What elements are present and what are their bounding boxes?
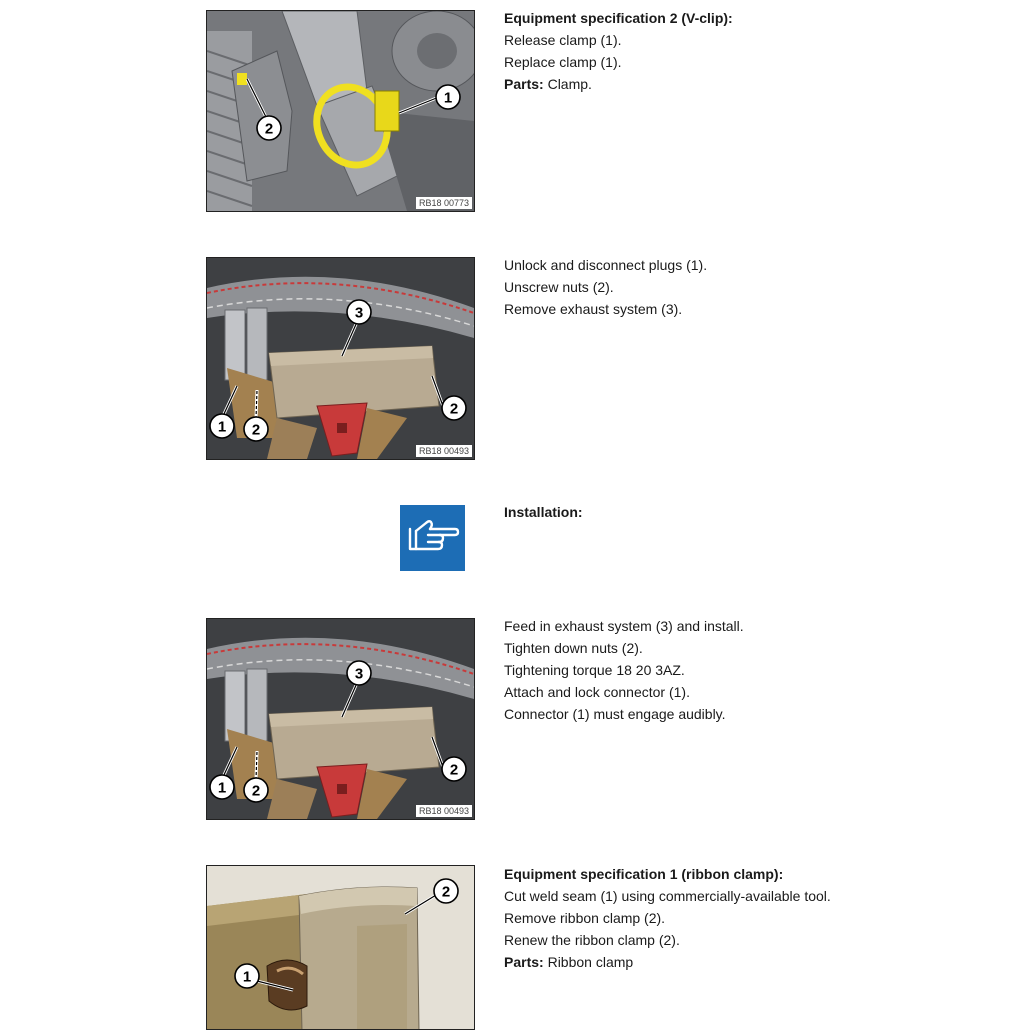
installation-icon-box — [400, 505, 465, 571]
svg-text:2: 2 — [264, 120, 274, 138]
svg-text:2: 2 — [449, 761, 459, 779]
parts-label: Parts: — [504, 76, 544, 92]
figure-ribbon-clamp — [206, 865, 475, 1030]
callout-3 — [347, 300, 371, 324]
ribbon-clamp-text — [504, 863, 1004, 973]
section-heading: Equipment specification 2 (V-clip): — [504, 10, 733, 26]
parts-line — [504, 73, 1004, 95]
v-clip-text — [504, 7, 1004, 95]
figure-id-label: RB18 00493 — [416, 445, 472, 457]
svg-text:1: 1 — [217, 779, 227, 797]
callout-1 — [436, 85, 460, 109]
callout-2 — [442, 396, 466, 420]
section-heading: Installation: — [504, 504, 583, 520]
callout-1 — [210, 414, 234, 438]
exhaust-removal-illustration — [207, 258, 474, 459]
svg-text:2: 2 — [449, 400, 459, 418]
svg-text:1: 1 — [217, 418, 227, 436]
instruction-line: Unlock and disconnect plugs (1). — [504, 257, 708, 273]
callout-2 — [257, 116, 281, 140]
figure-id-label: RB18 00493 — [416, 805, 472, 817]
ribbon-clamp-shape — [299, 887, 419, 1030]
callout-3 — [347, 661, 371, 685]
svg-text:2: 2 — [251, 782, 261, 800]
parts-line — [504, 951, 1004, 973]
callout-1 — [235, 964, 259, 988]
instruction-line: Unscrew nuts (2). — [504, 279, 614, 295]
instruction-line: Connector (1) must engage audibly. — [504, 706, 726, 722]
exhaust-installation-illustration — [207, 619, 474, 819]
instruction-line: Renew the ribbon clamp (2). — [504, 932, 680, 948]
instruction-line: Feed in exhaust system (3) and install. — [504, 618, 744, 634]
callout-2 — [244, 417, 268, 441]
figure-exhaust-removal — [206, 257, 475, 460]
section-heading: Equipment specification 1 (ribbon clamp): — [504, 866, 784, 882]
instruction-line: Tighten down nuts (2). — [504, 640, 643, 656]
instruction-line: Remove exhaust system (3). — [504, 301, 683, 317]
figure-exhaust-installation — [206, 618, 475, 820]
pointing-hand-icon — [400, 505, 465, 571]
installation-steps-text — [504, 615, 1004, 725]
callout-1 — [210, 775, 234, 799]
callout-2 — [434, 879, 458, 903]
v-clip-illustration — [207, 11, 474, 211]
instruction-line: Remove ribbon clamp (2). — [504, 910, 666, 926]
svg-text:1: 1 — [443, 89, 453, 107]
svg-text:3: 3 — [354, 665, 364, 683]
svg-text:2: 2 — [251, 421, 261, 439]
removal-text — [504, 254, 1004, 320]
instruction-line: Release clamp (1). — [504, 32, 622, 48]
ribbon-clamp-illustration — [207, 866, 474, 1030]
instruction-line: Replace clamp (1). — [504, 54, 622, 70]
svg-text:1: 1 — [242, 968, 252, 986]
svg-text:2: 2 — [441, 883, 451, 901]
svg-text:3: 3 — [354, 304, 364, 322]
instruction-line: Attach and lock connector (1). — [504, 684, 690, 700]
figure-id-label: RB18 00773 — [416, 197, 472, 209]
parts-label: Parts: — [504, 954, 544, 970]
callout-2 — [244, 778, 268, 802]
figure-v-clip — [206, 10, 475, 212]
parts-value: Clamp. — [543, 76, 592, 92]
installation-text — [504, 501, 1004, 523]
parts-value: Ribbon clamp — [543, 954, 634, 970]
instruction-line: Cut weld seam (1) using commercially-available tool. — [504, 888, 831, 904]
instruction-line: Tightening torque 18 20 3AZ. — [504, 662, 685, 678]
callout-2 — [442, 757, 466, 781]
